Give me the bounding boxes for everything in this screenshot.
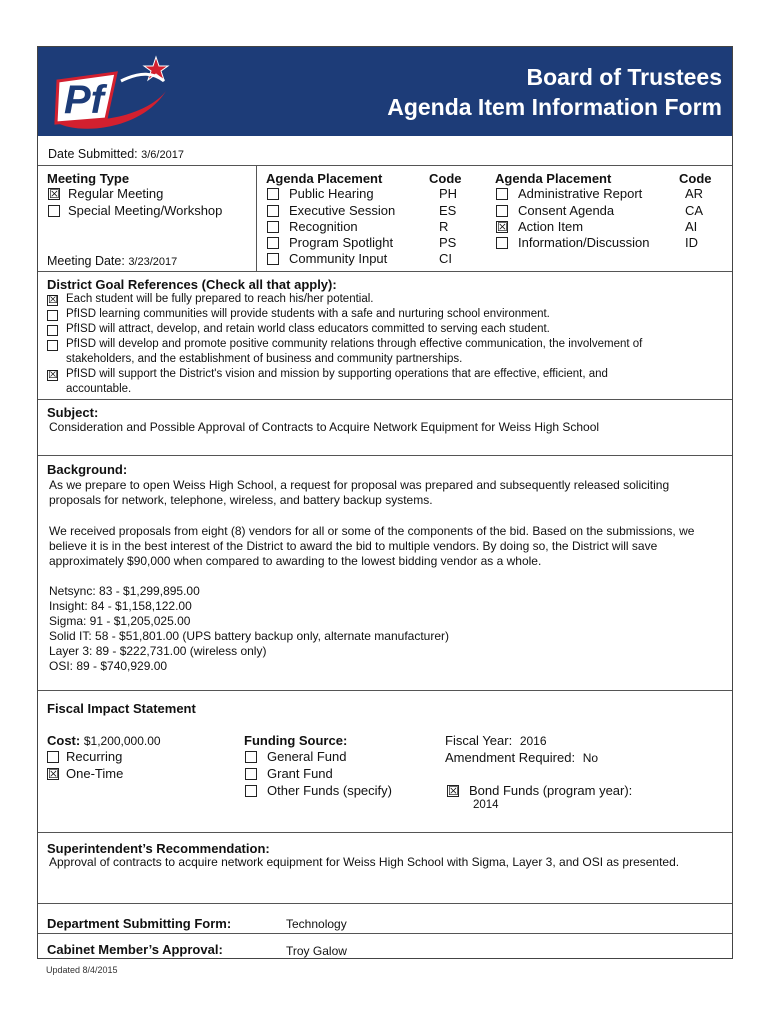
code-heading-2: Code — [679, 171, 712, 186]
checkbox-community-input[interactable] — [267, 253, 279, 265]
agenda-placement-heading-1: Agenda Placement — [266, 171, 383, 186]
vendor-sigma: Sigma: 91 - $1,205,025.00 — [49, 614, 191, 628]
checkbox-grant-fund[interactable] — [245, 768, 257, 780]
goal-5-text-line1: PfISD will support the District's vision and mission by supporting operations that are effective, efficient, and — [66, 368, 608, 380]
goal-1-text: Each student will be fully prepared to reach his/her potential. — [66, 293, 374, 305]
checkbox-goal-2[interactable] — [47, 310, 58, 321]
background-para2-line1: We received proposals from eight (8) vendors for all or some of the components of the bid. Based on the submissions, we — [49, 524, 695, 538]
program-spotlight-label: Program Spotlight — [289, 235, 394, 250]
department-value[interactable]: Technology — [286, 917, 347, 931]
fiscal-year — [445, 733, 547, 748]
bond-year-value[interactable]: 2014 — [473, 799, 499, 811]
date-submitted-label: Date Submitted: — [48, 147, 138, 161]
meeting-date — [47, 254, 177, 268]
recognition-label: Recognition — [289, 219, 358, 234]
checkbox-special-meeting[interactable] — [48, 205, 60, 217]
checkbox-public-hearing[interactable] — [267, 188, 279, 200]
date-submitted-value[interactable]: 3/6/2017 — [141, 149, 184, 161]
goal-4-text-line2: stakeholders, and the establishment of business and community partnerships. — [66, 353, 463, 365]
bond-funds-label: Bond Funds (program year): — [469, 783, 633, 798]
program-spotlight-code: PS — [439, 235, 457, 250]
footer-updated: Updated 8/4/2015 — [46, 965, 118, 975]
amendment-required — [445, 750, 598, 765]
amendment-label: Amendment Required: — [445, 750, 576, 765]
checkbox-executive-session[interactable] — [267, 205, 279, 217]
cabinet-approval-value[interactable]: Troy Galow — [286, 944, 347, 958]
goal-4-text-line1: PfISD will develop and promote positive community relations through effective communication, the involvement of — [66, 338, 643, 350]
consent-agenda-code: CA — [685, 203, 704, 218]
checkbox-one-time[interactable]: ☒ — [48, 767, 59, 781]
action-item-label: Action Item — [518, 219, 584, 234]
date-submitted — [48, 147, 184, 161]
grant-fund-label: Grant Fund — [267, 766, 333, 781]
information-discussion-label: Information/Discussion — [518, 235, 650, 250]
checkbox-administrative-report[interactable] — [496, 188, 508, 200]
vendor-layer-3: Layer 3: 89 - $222,731.00 (wireless only) — [49, 644, 267, 658]
recommendation-text[interactable]: Approval of contracts to acquire network equipment for Weiss High School with Sigma, Layer 3, and OSI as presented. — [49, 855, 680, 869]
administrative-report-label: Administrative Report — [518, 186, 643, 201]
checkbox-regular-meeting[interactable]: ☒ — [49, 187, 60, 201]
agenda-form — [37, 46, 733, 959]
funding-source-heading: Funding Source: — [244, 733, 348, 748]
goal-3-text: PfISD will attract, develop, and retain world class educators committed to serving each student. — [66, 323, 550, 335]
agenda-placement-heading-2: Agenda Placement — [495, 171, 612, 186]
meeting-type-heading: Meeting Type — [47, 171, 130, 186]
community-input-label: Community Input — [289, 251, 388, 266]
public-hearing-label: Public Hearing — [289, 186, 374, 201]
vendor-netsync: Netsync: 83 - $1,299,895.00 — [49, 584, 200, 598]
fiscal-impact-heading: Fiscal Impact Statement — [47, 701, 196, 716]
checkbox-goal-5[interactable]: ☒ — [48, 369, 58, 381]
meeting-date-label: Meeting Date: — [47, 254, 125, 268]
other-funds-label: Other Funds (specify) — [267, 783, 392, 798]
checkbox-consent-agenda[interactable] — [496, 205, 508, 217]
pfisd-logo — [46, 51, 176, 133]
checkbox-information-discussion[interactable] — [496, 237, 508, 249]
recurring-label: Recurring — [66, 749, 123, 764]
checkbox-goal-4[interactable] — [47, 340, 58, 351]
goal-5-text-line2: accountable. — [66, 383, 132, 395]
checkbox-goal-3[interactable] — [47, 325, 58, 336]
background-para2-line3: approximately $90,000 when compared to awarding to the lowest bidding vendor as a whole. — [49, 554, 542, 568]
public-hearing-code: PH — [439, 186, 458, 201]
checkbox-program-spotlight[interactable] — [267, 237, 279, 249]
subject-heading: Subject: — [47, 405, 99, 420]
goal-2-text: PfISD learning communities will provide students with a safe and nurturing school environment. — [66, 308, 550, 320]
vendor-solid-it: Solid IT: 58 - $51,801.00 (UPS battery backup only, alternate manufacturer) — [49, 629, 449, 643]
form-title-line1: Board of Trustees — [526, 64, 722, 90]
recognition-code: R — [439, 219, 449, 234]
checkbox-recurring[interactable] — [47, 751, 59, 763]
fiscal-year-label: Fiscal Year: — [445, 733, 513, 748]
cost-value[interactable]: $1,200,000.00 — [83, 734, 161, 748]
checkbox-goal-1[interactable]: ☒ — [48, 294, 58, 306]
cost — [47, 733, 161, 748]
information-discussion-code: ID — [685, 235, 698, 250]
district-goals-heading: District Goal References (Check all that apply): — [47, 277, 337, 292]
checkbox-recognition[interactable] — [267, 221, 279, 233]
administrative-report-code: AR — [685, 186, 704, 201]
amendment-value[interactable]: No — [582, 751, 599, 765]
cabinet-approval-label: Cabinet Member’s Approval: — [47, 942, 223, 957]
executive-session-code: ES — [439, 203, 457, 218]
background-para1-line1: As we prepare to open Weiss High School, a request for proposal was prepared and subsequently released soliciting — [49, 478, 670, 492]
meeting-date-value[interactable]: 3/23/2017 — [128, 256, 178, 268]
one-time-label: One-Time — [66, 766, 124, 781]
checkbox-general-fund[interactable] — [245, 751, 257, 763]
checkbox-bond-funds[interactable]: ☒ — [448, 784, 459, 798]
consent-agenda-label: Consent Agenda — [518, 203, 615, 218]
fiscal-year-value[interactable]: 2016 — [519, 734, 547, 748]
svg-text:Pf: Pf — [64, 78, 104, 122]
regular-meeting-label: Regular Meeting — [68, 186, 164, 201]
special-meeting-label: Special Meeting/Workshop — [68, 203, 223, 218]
action-item-code: AI — [685, 219, 698, 234]
checkbox-other-funds[interactable] — [245, 785, 257, 797]
executive-session-label: Executive Session — [289, 203, 396, 218]
background-heading: Background: — [47, 462, 128, 477]
code-heading-1: Code — [429, 171, 462, 186]
cost-label: Cost: — [47, 733, 81, 748]
checkbox-action-item[interactable]: ☒ — [497, 220, 508, 234]
form-header — [38, 47, 732, 136]
recommendation-heading: Superintendent’s Recommendation: — [47, 841, 270, 856]
department-label: Department Submitting Form: — [47, 916, 232, 931]
vendor-osi: OSI: 89 - $740,929.00 — [49, 659, 168, 673]
background-para1-line2: proposals for network, telephone, wireless, and battery backup systems. — [49, 493, 433, 507]
background-para2-line2: believe it is in the best interest of the District to award the bid to multiple vendors. By doing so, the District will save — [49, 539, 658, 553]
form-title-line2: Agenda Item Information Form — [387, 94, 722, 120]
subject-text[interactable]: Consideration and Possible Approval of Contracts to Acquire Network Equipment for Weiss High School — [49, 420, 600, 434]
general-fund-label: General Fund — [267, 749, 347, 764]
community-input-code: CI — [439, 251, 452, 266]
vendor-insight: Insight: 84 - $1,158,122.00 — [49, 599, 192, 613]
